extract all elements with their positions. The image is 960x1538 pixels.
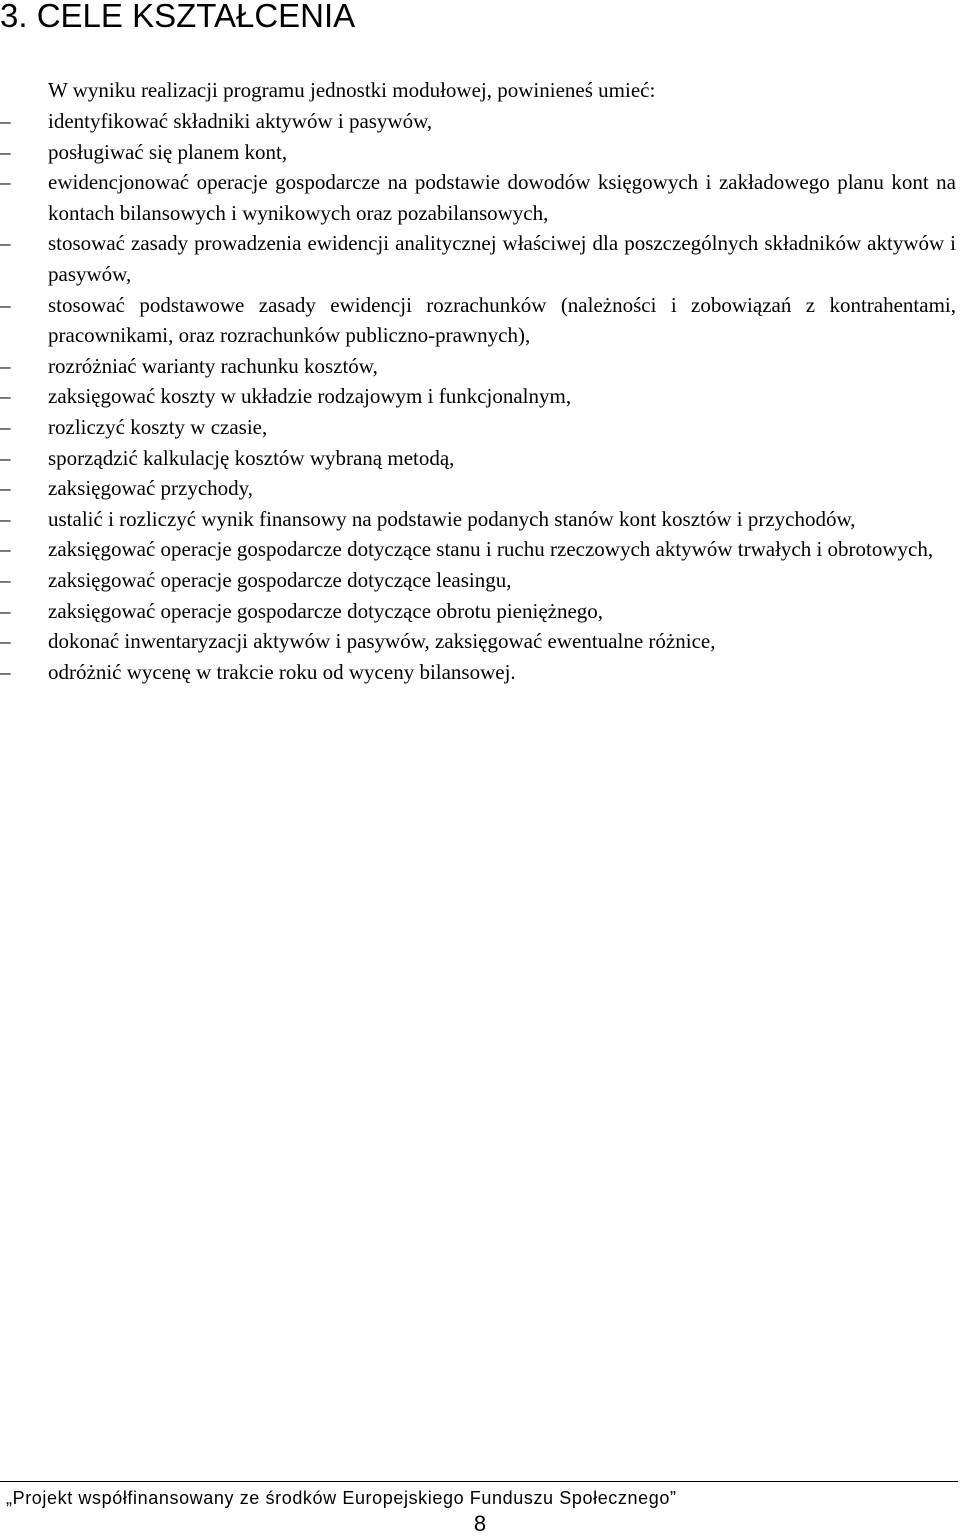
list-item-text: ustalić i rozliczyć wynik finansowy na podstawie podanych stanów kont kosztów i przychodów, [48, 506, 856, 531]
list-item-text: stosować zasady prowadzenia ewidencji analitycznej właściwej dla poszczególnych składników aktywów i pasywów, [48, 231, 956, 286]
list-item-text: rozróżniać warianty rachunku kosztów, [48, 353, 378, 378]
list-item [0, 565, 956, 596]
list-item [0, 596, 956, 627]
dash-bullet: – [0, 476, 11, 501]
list-item-text: zaksięgować operacje gospodarcze dotyczące leasingu, [48, 567, 512, 592]
list-item-text: zaksięgować przychody, [48, 476, 254, 501]
dash-bullet: – [0, 598, 11, 623]
list-item-text: ewidencjonować operacje gospodarcze na podstawie dowodów księgowych i zakładowego planu kont na kontach bilansowych i wynikowych oraz pozabilansowych, [48, 170, 956, 225]
list-item [0, 351, 956, 382]
list-item-text: dokonać inwentaryzacji aktywów i pasywów, zaksięgować ewentualne różnice, [48, 629, 716, 654]
dash-bullet: – [0, 384, 11, 409]
list-item [0, 657, 956, 688]
dash-bullet: – [0, 506, 11, 531]
list-item-text: rozliczyć koszty w czasie, [48, 414, 268, 439]
list-item-text: stosować podstawowe zasady ewidencji rozrachunków (należności i zobowiązań z kontrahentami, pracownikami, oraz rozrachunków publiczno-prawnych), [48, 292, 956, 348]
dash-bullet: – [0, 445, 11, 470]
dash-bullet: – [0, 353, 11, 378]
list-item [0, 167, 956, 228]
list-item-text: odróżnić wycenę w trakcie roku od wyceny bilansowej. [48, 659, 516, 684]
list-item [0, 473, 956, 504]
dash-bullet: – [0, 292, 11, 317]
list-item-text: identyfikować składniki aktywów i pasywów, [48, 109, 433, 133]
dash-bullet: – [0, 139, 11, 164]
dash-bullet: – [0, 659, 11, 684]
dash-bullet: – [0, 414, 11, 439]
footer-divider [0, 1481, 958, 1482]
dash-bullet: – [0, 109, 11, 133]
list-item-text: sporządzić kalkulację kosztów wybraną metodą, [48, 445, 455, 470]
list-item [0, 504, 956, 535]
section-heading: 3. CELE KSZTAŁCENIA [0, 0, 356, 34]
list-item [0, 412, 956, 443]
list-item-text: zaksięgować operacje gospodarcze dotyczące stanu i ruchu rzeczowych aktywów trwałych i obrotowych, [48, 537, 934, 562]
dash-bullet: – [0, 170, 11, 195]
list-item [0, 106, 956, 137]
list-item [0, 290, 956, 351]
list-item [0, 443, 956, 474]
learning-goals-list [0, 106, 956, 687]
list-item [0, 381, 956, 412]
dash-bullet: – [0, 231, 11, 256]
list-item [0, 534, 956, 565]
list-item [0, 228, 956, 289]
dash-bullet: – [0, 537, 11, 562]
dash-bullet: – [0, 567, 11, 592]
page-number: 8 [473, 1511, 487, 1536]
list-item-text: zaksięgować operacje gospodarcze dotyczące obrotu pieniężnego, [48, 598, 604, 623]
dash-bullet: – [0, 629, 11, 654]
list-item [0, 626, 956, 657]
footer-project-note: „Projekt współfinansowany ze środków Europejskiego Funduszu Społecznego” [6, 1488, 677, 1508]
intro-paragraph: W wyniku realizacji programu jednostki modułowej, powinieneś umieć: [48, 78, 656, 102]
list-item-text: posługiwać się planem kont, [48, 139, 288, 164]
list-item-text: zaksięgować koszty w układzie rodzajowym i funkcjonalnym, [48, 384, 572, 409]
list-item [0, 137, 956, 168]
